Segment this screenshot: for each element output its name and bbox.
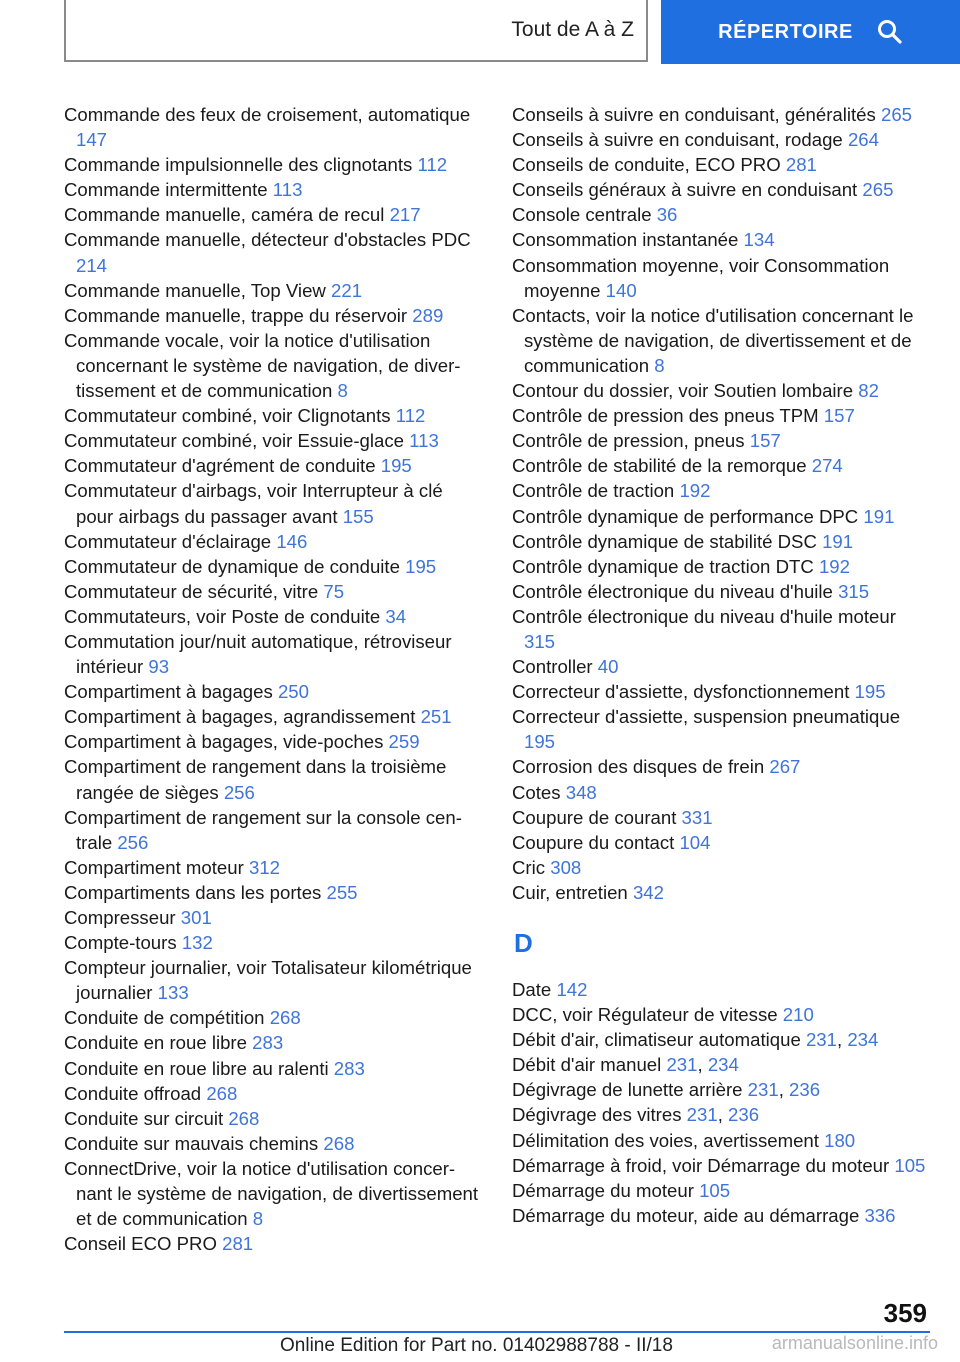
- index-entry-term: Conseil ECO PRO: [64, 1233, 217, 1255]
- index-entry: [64, 855, 484, 880]
- page-link[interactable]: 155: [342, 505, 374, 527]
- index-entry-term: Conduite en roue libre: [64, 1032, 247, 1054]
- index-entry: [64, 679, 484, 704]
- page-link[interactable]: 195: [380, 455, 412, 477]
- index-entry-term: Controller: [512, 656, 593, 678]
- page-link[interactable]: 268: [206, 1082, 238, 1104]
- index-entry-term: Conseils généraux à suivre en conduisant: [512, 179, 858, 201]
- page-link[interactable]: 147: [76, 129, 108, 151]
- page-link[interactable]: 8: [654, 354, 665, 376]
- index-entry-term: Commande vocale, voir la notice d'utilisation concernant le système de navigation, de divertissement et de communication: [64, 329, 461, 402]
- page-link[interactable]: 274: [811, 455, 843, 477]
- page-link[interactable]: 140: [605, 279, 637, 301]
- index-entry: [64, 478, 484, 528]
- index-entry: [64, 102, 484, 152]
- page-link[interactable]: 8: [337, 380, 348, 402]
- index-entry-term: Cric: [512, 856, 546, 878]
- index-entry: [512, 780, 932, 805]
- index-entry-term: Contrôle dynamique de stabilité DSC: [512, 530, 817, 552]
- index-entry: [64, 278, 484, 303]
- index-entry: [512, 102, 932, 127]
- index-entry-term: Contrôle électronique du niveau d'huile: [512, 580, 833, 602]
- index-entry-term: Contrôle dynamique de traction DTC: [512, 555, 814, 577]
- index-entry: Dégivrage des vitres 231, 236: [512, 1104, 760, 1126]
- index-entry: [512, 1002, 932, 1027]
- page-link[interactable]: 283: [333, 1057, 365, 1079]
- page-link[interactable]: 217: [389, 204, 421, 226]
- index-entry-term: Conduite en roue libre au ralenti: [64, 1057, 329, 1079]
- page-link[interactable]: 283: [252, 1032, 284, 1054]
- index-entry: [64, 805, 484, 855]
- index-entry-term: Contrôle de pression, pneus: [512, 430, 745, 452]
- index-entry-term: Coupure du contact: [512, 831, 675, 853]
- page-link[interactable]: 256: [117, 831, 149, 853]
- index-entry: [512, 529, 932, 554]
- index-entry: [512, 579, 932, 604]
- index-entry-term: Commande manuelle, détecteur d'obstacles PDC: [64, 229, 471, 251]
- index-entry-term: Compresseur: [64, 907, 176, 928]
- index-entry-term: Dégivrage de lunette arrière: [512, 1079, 743, 1101]
- index-entry-term: Conduite sur circuit: [64, 1107, 224, 1129]
- index-entry-term: Compartiment moteur: [64, 856, 244, 878]
- index-entry-term: Débit d'air, climatiseur automatique: [512, 1029, 801, 1051]
- index-entry: [64, 303, 484, 328]
- page-link[interactable]: 256: [223, 781, 255, 803]
- page-link[interactable]: 336: [864, 1204, 896, 1226]
- page-link[interactable]: 231: [686, 1104, 718, 1126]
- watermark: armanualsonline.info: [771, 1333, 938, 1353]
- index-entry: [512, 177, 932, 202]
- index-entry: Dégivrage de lunette arrière 231, 236: [512, 1079, 821, 1101]
- page-link[interactable]: 34: [385, 605, 407, 627]
- page-link[interactable]: 133: [157, 982, 189, 1004]
- page-link[interactable]: 268: [269, 1007, 301, 1029]
- page-link[interactable]: 231: [805, 1029, 837, 1051]
- index-entry: [512, 679, 932, 704]
- page-link[interactable]: 113: [409, 430, 439, 452]
- index-column-left: [64, 102, 484, 1256]
- index-entry-term: Commutateur combiné, voir Essuie-glace: [64, 430, 404, 452]
- index-entry-term: Commutateur combiné, voir Clignotants: [64, 405, 391, 427]
- index-entry: [512, 855, 932, 880]
- page-link[interactable]: 301: [180, 907, 212, 928]
- index-entry: [512, 880, 932, 905]
- index-entry-term: Corrosion des disques de frein: [512, 756, 765, 778]
- index-entry: [64, 905, 484, 930]
- index-entry: [64, 453, 484, 478]
- index-entry: [64, 1030, 484, 1055]
- page-link[interactable]: 104: [679, 831, 711, 853]
- index-entry: [512, 453, 932, 478]
- page-link[interactable]: 75: [323, 580, 345, 602]
- index-entry-term: Compartiment à bagages: [64, 681, 273, 703]
- page-link[interactable]: 250: [277, 681, 309, 703]
- page-link[interactable]: 134: [743, 229, 775, 251]
- index-entry-term: Démarrage du moteur: [512, 1179, 694, 1201]
- page-link[interactable]: 157: [823, 405, 855, 427]
- index-entry: [64, 1005, 484, 1030]
- index-entry: [512, 977, 932, 1002]
- index-entry: [64, 1131, 484, 1156]
- index-entry: [64, 629, 484, 679]
- index-entry-term: Commutateurs, voir Poste de conduite: [64, 605, 381, 627]
- page-link[interactable]: 112: [395, 405, 426, 427]
- index-entry-term: Correcteur d'assiette, suspension pneumatique: [512, 706, 901, 728]
- index-entry: [512, 1128, 932, 1153]
- page-link[interactable]: 236: [789, 1079, 821, 1101]
- index-entry: [64, 579, 484, 604]
- search-icon[interactable]: [877, 19, 903, 45]
- index-entry-term: Débit d'air manuel: [512, 1054, 662, 1076]
- tab-index[interactable]: [661, 0, 960, 64]
- index-entry-term: Compte-tours: [64, 932, 177, 954]
- page-link[interactable]: 259: [388, 731, 420, 753]
- index-entry-term: Contrôle électronique du niveau d'huile moteur: [512, 605, 896, 627]
- index-entry-term: Commutateur d'agrément de conduite: [64, 455, 376, 477]
- page-link[interactable]: 210: [782, 1004, 814, 1026]
- page-link[interactable]: 231: [666, 1054, 698, 1076]
- index-entry-term: Compartiment de rangement sur la console centrale: [64, 806, 462, 853]
- index-entry: [512, 202, 932, 227]
- page-link[interactable]: 348: [565, 781, 597, 803]
- page-link[interactable]: 93: [148, 656, 170, 678]
- page-link[interactable]: 195: [524, 731, 556, 753]
- index-entry-term: Compteur journalier, voir Totalisateur kilométrique journalier: [64, 957, 472, 1004]
- page-link[interactable]: 191: [822, 530, 854, 552]
- page-link[interactable]: 264: [847, 129, 879, 151]
- index-entry: [512, 805, 932, 830]
- index-entry: [512, 754, 932, 779]
- page-link[interactable]: 113: [272, 179, 303, 201]
- index-entry-term: Contrôle de stabilité de la remorque: [512, 455, 807, 477]
- page-link[interactable]: 40: [597, 656, 619, 678]
- index-entry: [512, 654, 932, 679]
- page-link[interactable]: 281: [222, 1233, 254, 1255]
- page-link[interactable]: 255: [326, 881, 358, 903]
- page-link[interactable]: 231: [747, 1079, 779, 1101]
- index-entry-term: Commutateur d'airbags, voir Interrupteur à clé pour airbags du passager avant: [64, 480, 443, 527]
- index-entry-term: Commutation jour/nuit automatique, rétroviseur intérieur: [64, 630, 452, 678]
- index-entry: [512, 127, 932, 152]
- index-entry: [64, 754, 484, 804]
- index-entry-term: Compartiment de rangement dans la troisième rangée de sièges: [64, 756, 447, 803]
- index-column-right: [512, 102, 932, 1228]
- page-link[interactable]: 214: [76, 254, 108, 276]
- page-link[interactable]: 267: [769, 756, 801, 778]
- index-entry: [512, 403, 932, 428]
- index-entry: [64, 1106, 484, 1131]
- index-entry-term: Contour du dossier, voir Soutien lombaire: [512, 380, 854, 402]
- index-entry-term: Commande impulsionnelle des clignotants: [64, 154, 413, 176]
- index-entry: [64, 152, 484, 177]
- page-link[interactable]: 289: [412, 304, 444, 326]
- page-link[interactable]: 105: [699, 1179, 731, 1201]
- index-entry: [512, 1203, 932, 1228]
- page-link[interactable]: 312: [248, 856, 281, 878]
- index-entry-term: Conduite sur mauvais chemins: [64, 1132, 319, 1154]
- index-entry: [64, 1081, 484, 1106]
- index-entry: Débit d'air, climatiseur automatique 231, 234: [512, 1029, 879, 1051]
- page-link[interactable]: 195: [405, 555, 437, 577]
- tab-a-to-z[interactable]: [64, 0, 648, 62]
- index-entry: [512, 604, 932, 654]
- index-entry-term: Commutateur de dynamique de conduite: [64, 555, 400, 577]
- index-entry: [512, 554, 932, 579]
- index-entry-term: Consommation moyenne, voir Consommation moyenne: [512, 254, 890, 301]
- page-link[interactable]: 315: [838, 580, 870, 602]
- index-entry-term: Commande intermittente: [64, 179, 268, 201]
- page-link[interactable]: 105: [894, 1154, 926, 1176]
- page-link[interactable]: 132: [181, 932, 213, 954]
- index-entry: [512, 704, 932, 754]
- index-entry-term: Délimitation des voies, avertissement: [512, 1129, 819, 1151]
- index-entry-term: Compartiment à bagages, agrandissement: [64, 706, 416, 728]
- index-entry: [64, 554, 484, 579]
- index-entry-term: Contacts, voir la notice d'utilisation concernant le système de navigation, de divertissement et de communication: [512, 304, 914, 376]
- page-link[interactable]: 265: [862, 179, 894, 201]
- page-link[interactable]: 331: [681, 806, 713, 828]
- page-link[interactable]: 82: [858, 380, 879, 402]
- index-entry-term: Conseils à suivre en conduisant, rodage: [512, 129, 843, 151]
- page-link[interactable]: 192: [818, 555, 850, 577]
- index-entry-term: Contrôle de traction: [512, 480, 675, 502]
- index-entry-term: Démarrage à froid, voir Démarrage du moteur: [512, 1154, 890, 1176]
- page-link[interactable]: 157: [749, 430, 781, 452]
- index-entry-term: Correcteur d'assiette, dysfonctionnement: [512, 681, 850, 703]
- index-entry-term: Conseils à suivre en conduisant, généralités: [512, 104, 876, 125]
- index-entry-term: Commande manuelle, Top View: [64, 279, 326, 301]
- page-link[interactable]: 195: [854, 681, 886, 703]
- index-entry: [64, 1231, 484, 1256]
- index-entry: [512, 303, 932, 378]
- index-entry-term: Conduite offroad: [64, 1082, 202, 1104]
- page-link[interactable]: 234: [707, 1054, 739, 1076]
- index-entry: [64, 403, 484, 428]
- index-entry: [64, 955, 484, 1005]
- page-link[interactable]: 112: [417, 154, 448, 176]
- page-link[interactable]: 315: [524, 630, 556, 652]
- page-link[interactable]: 146: [276, 530, 308, 552]
- index-entry: [64, 930, 484, 955]
- index-entry-term: Conduite de compétition: [64, 1007, 265, 1029]
- index-entry-term: Conseils de conduite, ECO PRO: [512, 154, 781, 176]
- index-entry: [64, 328, 484, 403]
- index-entry-term: ConnectDrive, voir la notice d'utilisation concernant le système de navigation, de divertissement et de communication: [64, 1157, 479, 1230]
- index-entry: [512, 1178, 932, 1203]
- index-entry-term: Compartiment à bagages, vide-poches: [64, 731, 384, 753]
- index-entry: [512, 428, 932, 453]
- tab-index-label: RÉPERTOIRE: [718, 20, 853, 43]
- page-link[interactable]: 234: [847, 1029, 879, 1051]
- index-entry: [64, 428, 484, 453]
- index-entry-term: Démarrage du moteur, aide au démarrage: [512, 1204, 860, 1226]
- footer-edition: Online Edition for Part no. 01402988788 - II/18: [280, 1335, 673, 1356]
- index-entry: [64, 1056, 484, 1081]
- index-entry-term: Consommation instantanée: [512, 229, 739, 251]
- index-entry-term: Dégivrage des vitres: [512, 1104, 682, 1126]
- index-entry-term: Commutateur de sécurité, vitre: [64, 580, 319, 602]
- page-number: 359: [883, 1298, 927, 1328]
- index-entry-term: Cotes: [512, 781, 561, 803]
- index-entry: [512, 378, 932, 403]
- index-entry: [64, 227, 484, 277]
- index-entry: [64, 202, 484, 227]
- page-link[interactable]: 221: [331, 279, 363, 301]
- index-entry-term: Cuir, entretien: [512, 881, 628, 903]
- page-link[interactable]: 308: [550, 856, 582, 878]
- tab-a-to-z-label: Tout de A à Z: [511, 18, 634, 41]
- page-link[interactable]: 36: [656, 204, 678, 226]
- index-entry: [512, 830, 932, 855]
- index-entry-term: DCC, voir Régulateur de vitesse: [512, 1004, 778, 1026]
- index-entry-term: Contrôle de pression des pneus TPM: [512, 405, 819, 427]
- index-entry: [512, 253, 932, 303]
- page-link[interactable]: 142: [556, 979, 588, 1000]
- page-link[interactable]: 192: [679, 480, 711, 502]
- index-entry: [64, 177, 484, 202]
- index-entry-term: Commande des feux de croisement, automatique: [64, 104, 471, 125]
- page-link[interactable]: 236: [728, 1104, 760, 1126]
- index-entry: [64, 880, 484, 905]
- page-link[interactable]: 281: [785, 154, 817, 176]
- index-entry: [512, 478, 932, 503]
- index-entry: [512, 504, 932, 529]
- index-entry-term: Contrôle dynamique de performance DPC: [512, 505, 859, 527]
- index-entry: [64, 729, 484, 754]
- index-entry: [64, 529, 484, 554]
- index-entry-term: Compartiments dans les portes: [64, 881, 322, 903]
- page-link[interactable]: 342: [632, 881, 664, 903]
- index-entry-term: Console centrale: [512, 204, 652, 226]
- page-link[interactable]: 180: [824, 1129, 856, 1151]
- index-entry: [512, 227, 932, 252]
- page-link[interactable]: 251: [420, 706, 452, 728]
- index-entry-term: Commande manuelle, caméra de recul: [64, 204, 385, 226]
- page-link[interactable]: 265: [881, 104, 913, 125]
- index-entry: [64, 704, 484, 729]
- index-entry: [512, 1153, 932, 1178]
- page-link[interactable]: 268: [228, 1107, 260, 1129]
- index-entry-term: Coupure de courant: [512, 806, 677, 828]
- index-entry-term: Commande manuelle, trappe du réservoir: [64, 304, 408, 326]
- page-link[interactable]: 191: [863, 505, 895, 527]
- section-letter-d: D: [514, 928, 533, 958]
- index-entry: [512, 152, 932, 177]
- index-entry: [64, 604, 484, 629]
- index-entry-term: Commutateur d'éclairage: [64, 530, 272, 552]
- page-link[interactable]: 268: [323, 1132, 355, 1154]
- index-entry-term: Date: [512, 979, 552, 1000]
- page-link[interactable]: 8: [252, 1208, 264, 1230]
- index-entry: [64, 1156, 484, 1231]
- index-entry: Débit d'air manuel 231, 234: [512, 1054, 739, 1076]
